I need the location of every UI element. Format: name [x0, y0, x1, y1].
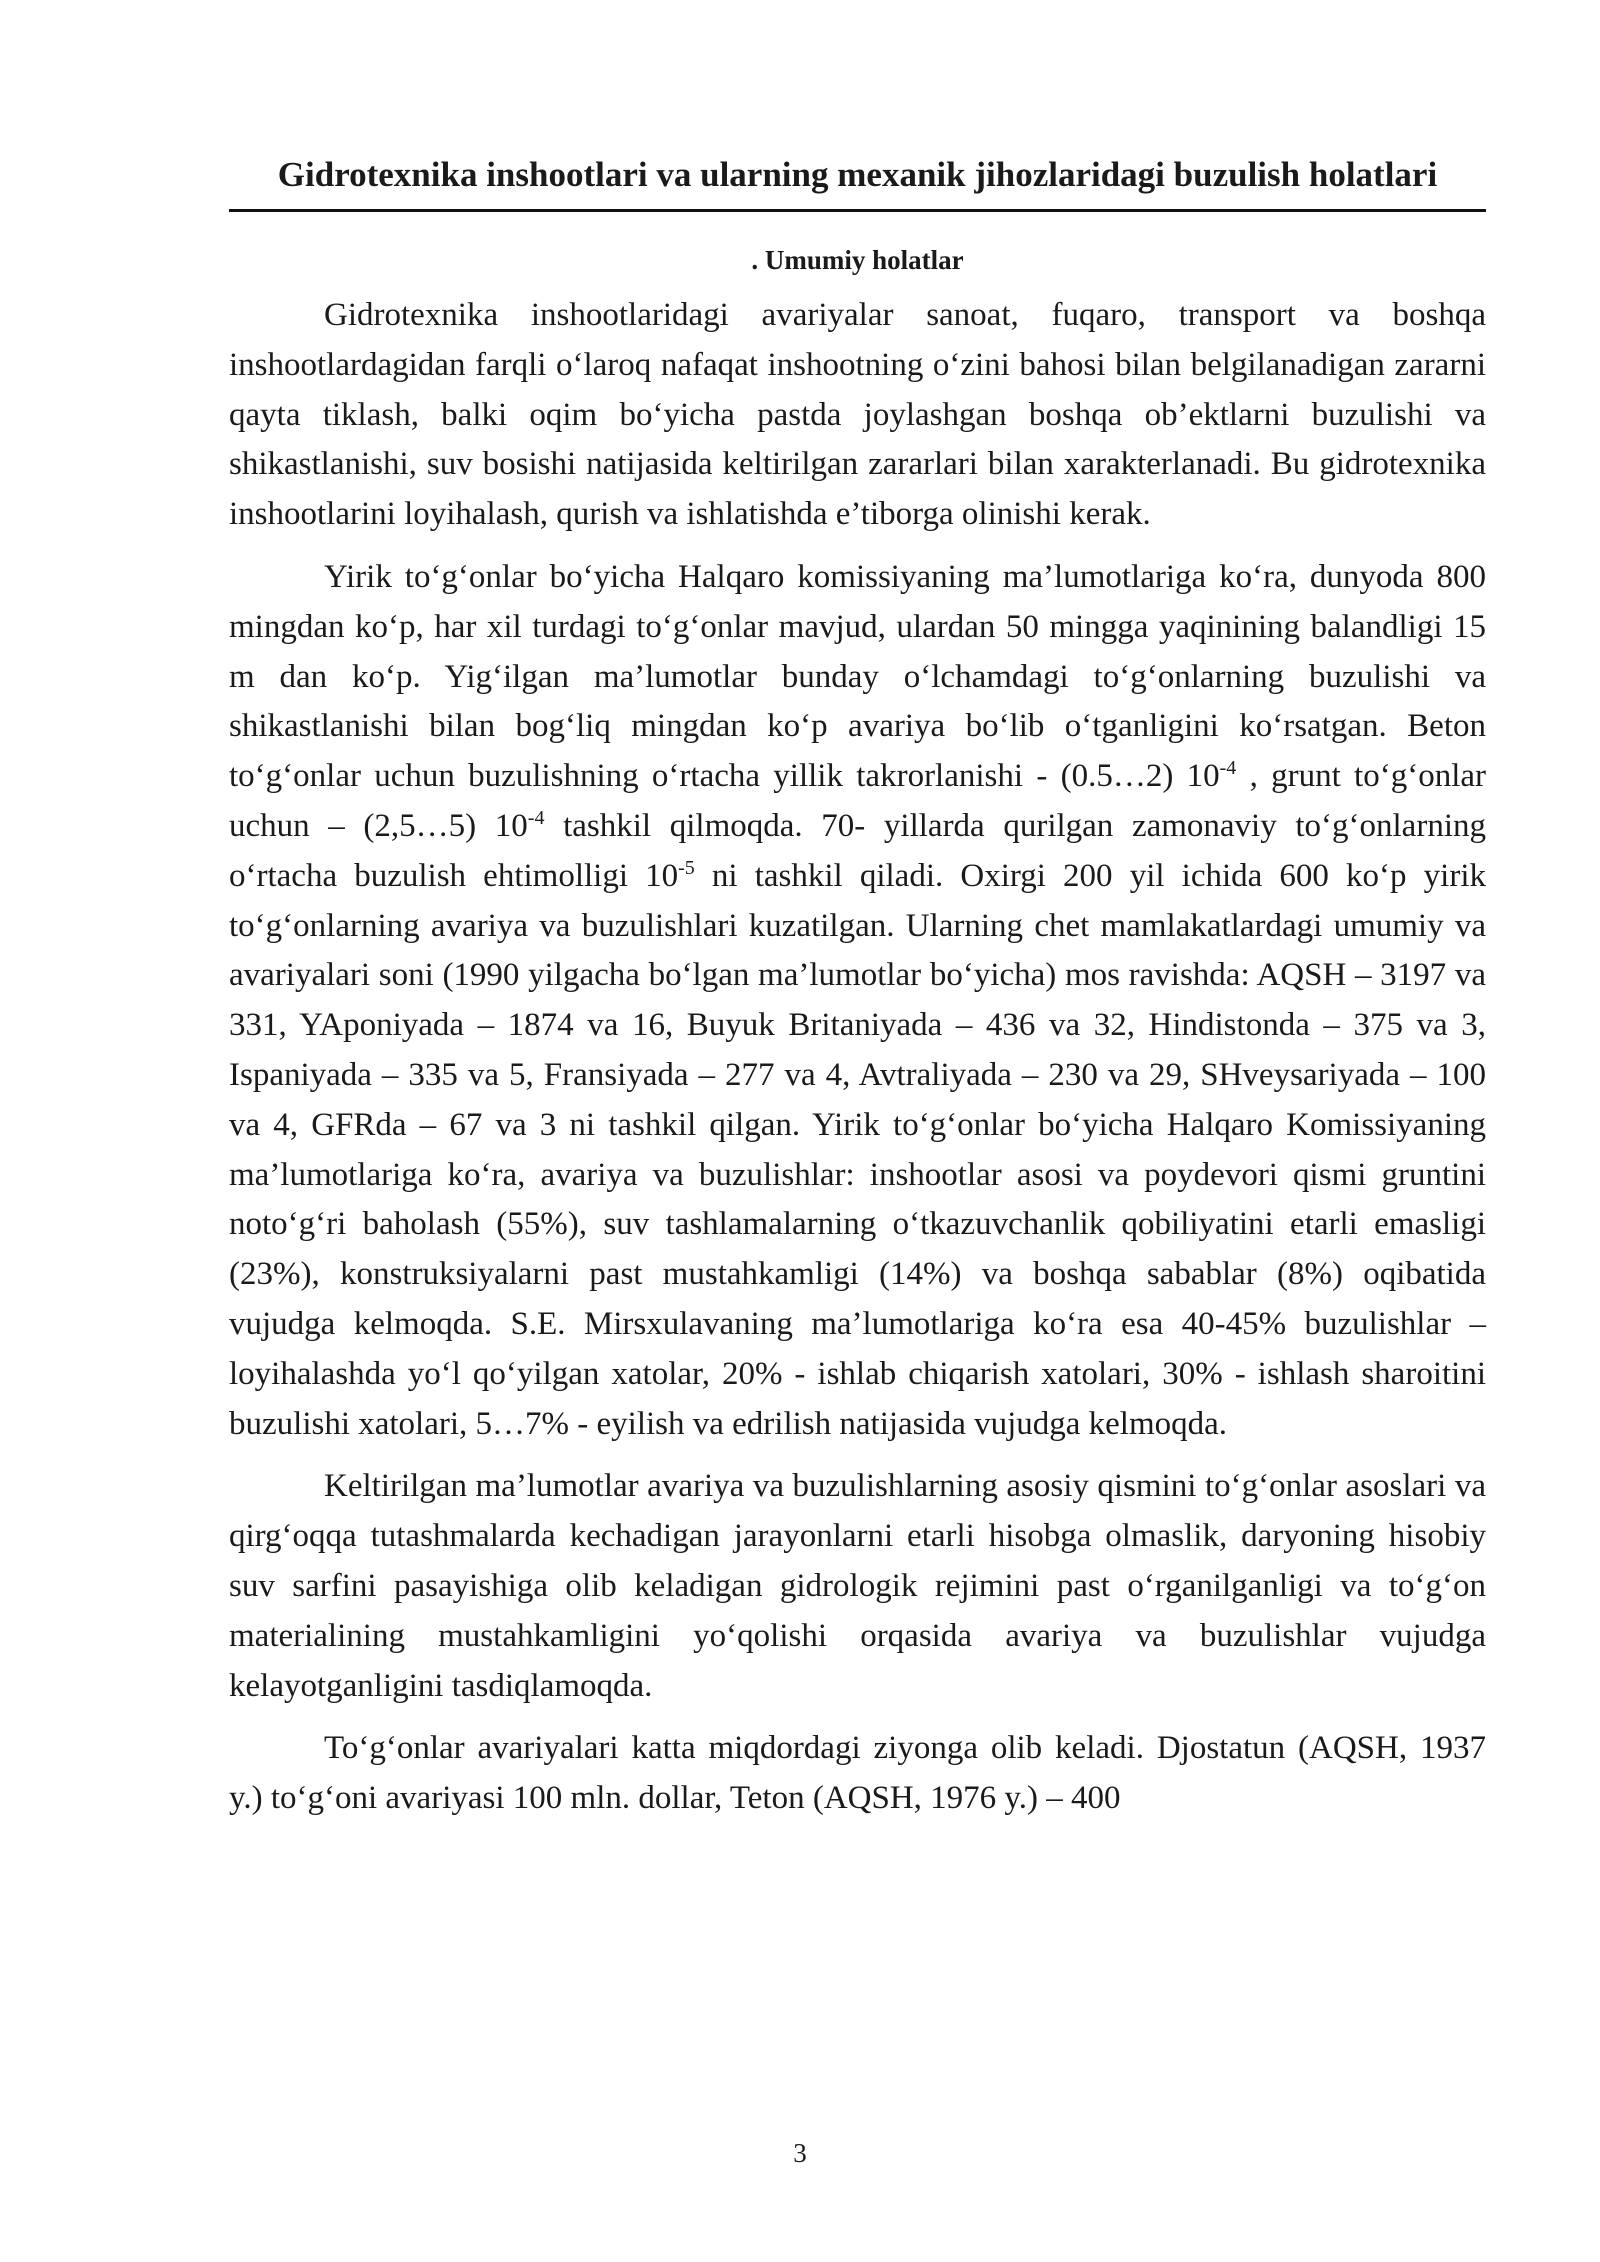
document-page [229, 150, 1486, 1824]
title-divider [229, 209, 1486, 212]
exponent-2: -4 [527, 806, 545, 829]
paragraph-2-part-1: Yirik to‘g‘onlar bo‘yicha Halqaro komissiyaning ma’lumotlariga ko‘ra, dunyoda 800 mingdan ko‘p, har xil turdagi to‘g‘onlar mavjud, ulardan 50 mingga yaqinining balandligi 15 m dan ko‘p. Yig‘ilgan ma’lumotlar bunday o‘lchamdagi to‘g‘onlarning buzulishi va shikastlanishi bilan bog‘liq mingdan ko‘p avariya bo‘lib o‘tganligini ko‘rsatgan. Beton to‘g‘onlar uchun buzulishning o‘rtacha yillik takrorlanishi - (0.5…2) 10 [229, 558, 1486, 795]
document-title: Gidrotexnika inshootlari va ularning mexanik jihozlaridagi buzulish holatlari [277, 155, 1438, 194]
page-number: 3 [793, 2138, 807, 2168]
paragraph-4: To‘g‘onlar avariyalari katta miqdordagi ziyonga olib keladi. Djostatun (AQSH, 1937 y.) to‘g‘oni avariyasi 100 mln. dollar, Teton (AQSH, 1976 y.) – 400 [229, 1730, 1486, 1817]
paragraph-3: Keltirilgan ma’lumotlar avariya va buzulishlarning asosiy qismini to‘g‘onlar asoslari va qirg‘oqqa tutashmalarda kechadigan jarayonlarni etarli hisobga olmaslik, daryoning hisobiy suv sarfini pasayishiga olib keladigan gidrologik rejimini past o‘rganilganligi va to‘g‘on materialining mustahkamligini yo‘qolishi orqasida avariya va buzulishlar vujudga kelayotganligini tasdiqlamoqda. [229, 1468, 1486, 1704]
paragraph-2-part-4: ni tashkil qiladi. Oxirgi 200 yil ichida 600 ko‘p yirik to‘g‘onlarning avariya va buzulishlari kuzatilgan. Ularning chet mamlakatlardagi umumiy va avariyalari soni (1990 yilgacha bo‘lgan ma’lumotlar bo‘yicha) mos ravishda: AQSH – 3197 va 331, YAponiyada – 1874 va 16, Buyuk Britaniyada – 436 va 32, Hindistonda – 375 va 3, Ispaniyada – 335 va 5, Fransiyada – 277 va 4, Avtraliyada – 230 va 29, SHveysariyada – 100 va 4, GFRda – 67 va 3 ni tashkil qilgan. Yirik to‘g‘onlar bo‘yicha Halqaro Komissiyaning ma’lumotlariga ko‘ra, avariya va buzulishlar: inshootlar asosi va poydevori qismi gruntini noto‘g‘ri baholash (55%), suv tashlamalarning o‘tkazuvchanlik qobiliyatini etarli emasligi (23%), konstruksiyalarni past mustahkamligi (14%) va boshqa sabablar (8%) oqibatida vujudga kelmoqda. S.E. Mirsxulavaning ma’lumotlariga ko‘ra esa 40-45% buzulishlar – loyihalashda yo‘l qo‘yilgan xatolar, 20% - ishlab chiqarish xatolari, 30% - ishlash sharoitini buzulishi xatolari, 5…7% - eyilish va edrilish natijasida vujudga kelmoqda. [229, 857, 1486, 1442]
paragraph-2-part-2: , grunt to‘g‘onlar uchun – (2,5…5) 10 [229, 758, 1486, 844]
exponent-3: -5 [678, 856, 695, 879]
paragraph-2 [229, 553, 1486, 1449]
paragraph-1: Gidrotexnika inshootlaridagi avariyalar sanoat, fuqaro, transport va boshqa inshootlardagidan farqli o‘laroq nafaqat inshootning o‘zini bahosi bilan belgilanadigan zararni qayta tiklash, balki oqim bo‘yicha pastda joylashgan boshqa ob’ektlarni buzulishi va shikastlanishi, suv bosishi natijasida keltirilgan zararlari bilan xarakterlanadi. Bu gidrotexnika inshootlarini loyihalash, qurish va ishlatishda e’tiborga olinishi kerak. [229, 297, 1486, 533]
exponent-1: -4 [1219, 757, 1237, 780]
section-subtitle: . Umumiy holatlar [751, 245, 964, 275]
paragraph-2-part-3: tashkil qilmoqda. 70- yillarda qurilgan zamonaviy to‘g‘onlarning o‘rtacha buzulish ehtimolligi 10 [229, 807, 1486, 894]
